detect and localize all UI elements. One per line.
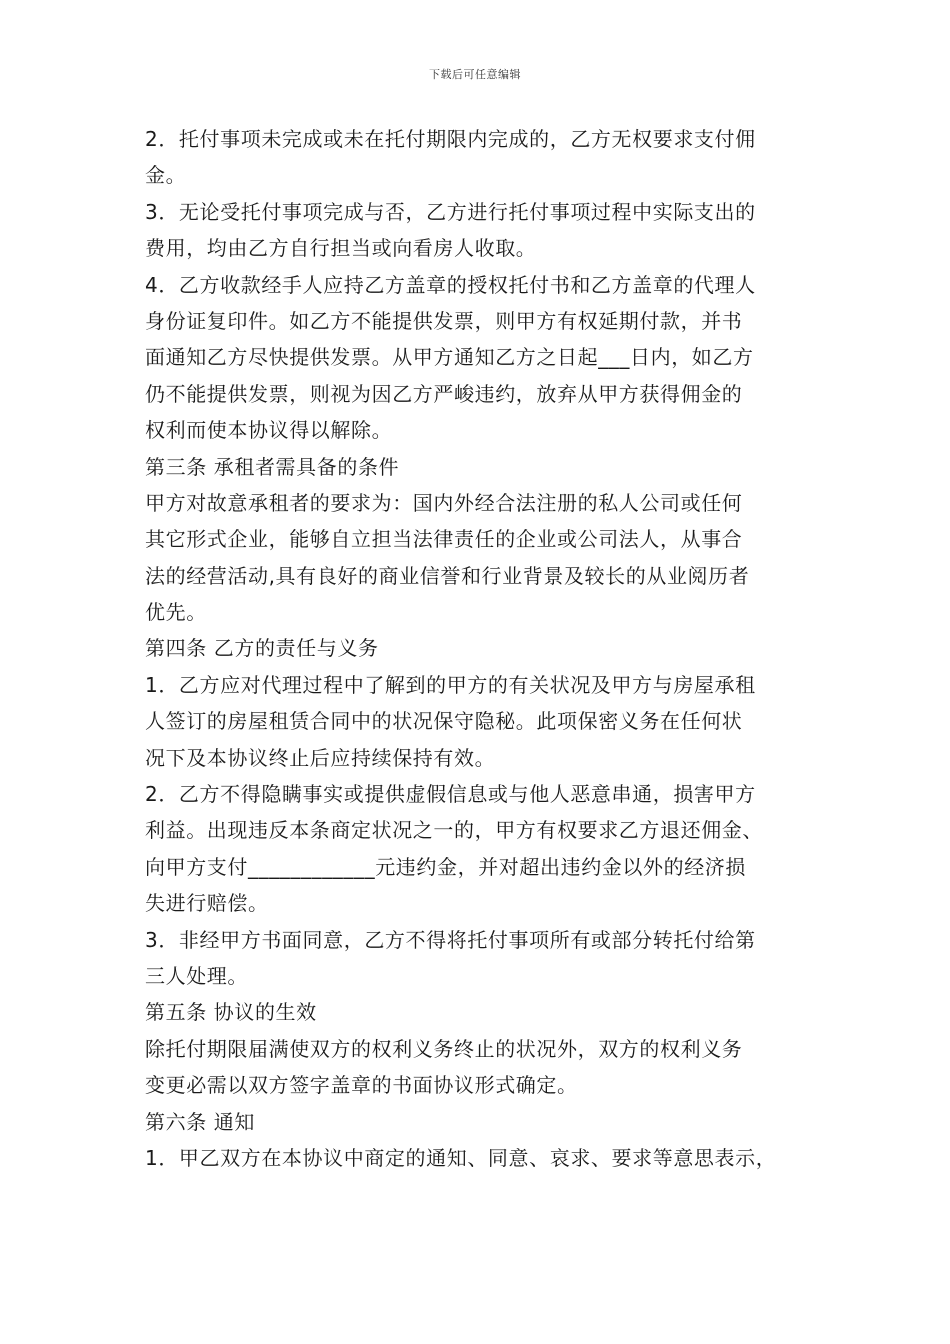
text-line: 除托付期限届满使双方的权利义务终止的状况外，双方的权利义务 bbox=[145, 1036, 743, 1061]
text-line: 2．托付事项未完成或未在托付期限内完成的，乙方无权要求支付佣 bbox=[145, 127, 756, 151]
text-line: 身份证复印件。如乙方不能提供发票，则甲方有权延期付款，并书 bbox=[145, 308, 743, 333]
text-line: 面通知乙方尽快提供发票。从甲方通知乙方之日起___日内，如乙方 bbox=[145, 345, 754, 370]
text-line: 甲方对故意承租者的要求为：国内外经合法注册的私人公司或任何 bbox=[145, 490, 743, 515]
text-line: 三人处理。 bbox=[145, 963, 248, 988]
text-line: 3．非经甲方书面同意，乙方不得将托付事项所有或部分转托付给第 bbox=[145, 927, 756, 952]
section-heading: 第六条 通知 bbox=[145, 1109, 255, 1134]
text-line: 其它形式企业，能够自立担当法律责任的企业或公司法人，从事合 bbox=[145, 527, 743, 552]
text-line: 利益。出现违反本条商定状况之一的，甲方有权要求乙方退还佣金、 bbox=[145, 818, 763, 843]
text-line: 优先。 bbox=[145, 600, 207, 625]
section-heading: 第四条 乙方的责任与义务 bbox=[145, 636, 379, 661]
page-header: 下载后可任意编辑 bbox=[429, 68, 521, 81]
text-line: 况下及本协议终止后应持续保持有效。 bbox=[145, 745, 496, 770]
text-line: 金。 bbox=[145, 163, 187, 188]
text-line: 1．甲乙双方在本协议中商定的通知、同意、哀求、要求等意思表示， bbox=[145, 1145, 777, 1170]
text-line: 2．乙方不得隐瞒事实或提供虚假信息或与他人恶意串通，损害甲方 bbox=[145, 782, 756, 807]
text-line: 仍不能提供发票，则视为因乙方严峻违约，放弃从甲方获得佣金的 bbox=[145, 381, 743, 406]
section-heading: 第五条 协议的生效 bbox=[145, 1000, 317, 1025]
text-line: 权利而使本协议得以解除。 bbox=[145, 418, 393, 443]
text-line: 向甲方支付____________元违约金，并对超出违约金以外的经济损 bbox=[145, 854, 746, 879]
text-line: 3．无论受托付事项完成与否，乙方进行托付事项过程中实际支出的 bbox=[145, 199, 756, 224]
document-body bbox=[145, 121, 815, 1176]
text-line: 人签订的房屋租赁合同中的状况保守隐秘。此项保密义务在任何状 bbox=[145, 709, 743, 734]
text-line: 费用，均由乙方自行担当或向看房人收取。 bbox=[145, 236, 537, 261]
text-line: 变更必需以双方签字盖章的书面协议形式确定。 bbox=[145, 1073, 578, 1098]
text-line: 1．乙方应对代理过程中了解到的甲方的有关状况及甲方与房屋承租 bbox=[145, 672, 756, 697]
text-line: 4．乙方收款经手人应持乙方盖章的授权托付书和乙方盖章的代理人 bbox=[145, 272, 756, 297]
section-heading: 第三条 承租者需具备的条件 bbox=[145, 454, 400, 479]
text-line: 失进行赔偿。 bbox=[145, 891, 269, 916]
text-line: 法的经营活动,具有良好的商业信誉和行业背景及较长的从业阅历者 bbox=[145, 563, 750, 588]
